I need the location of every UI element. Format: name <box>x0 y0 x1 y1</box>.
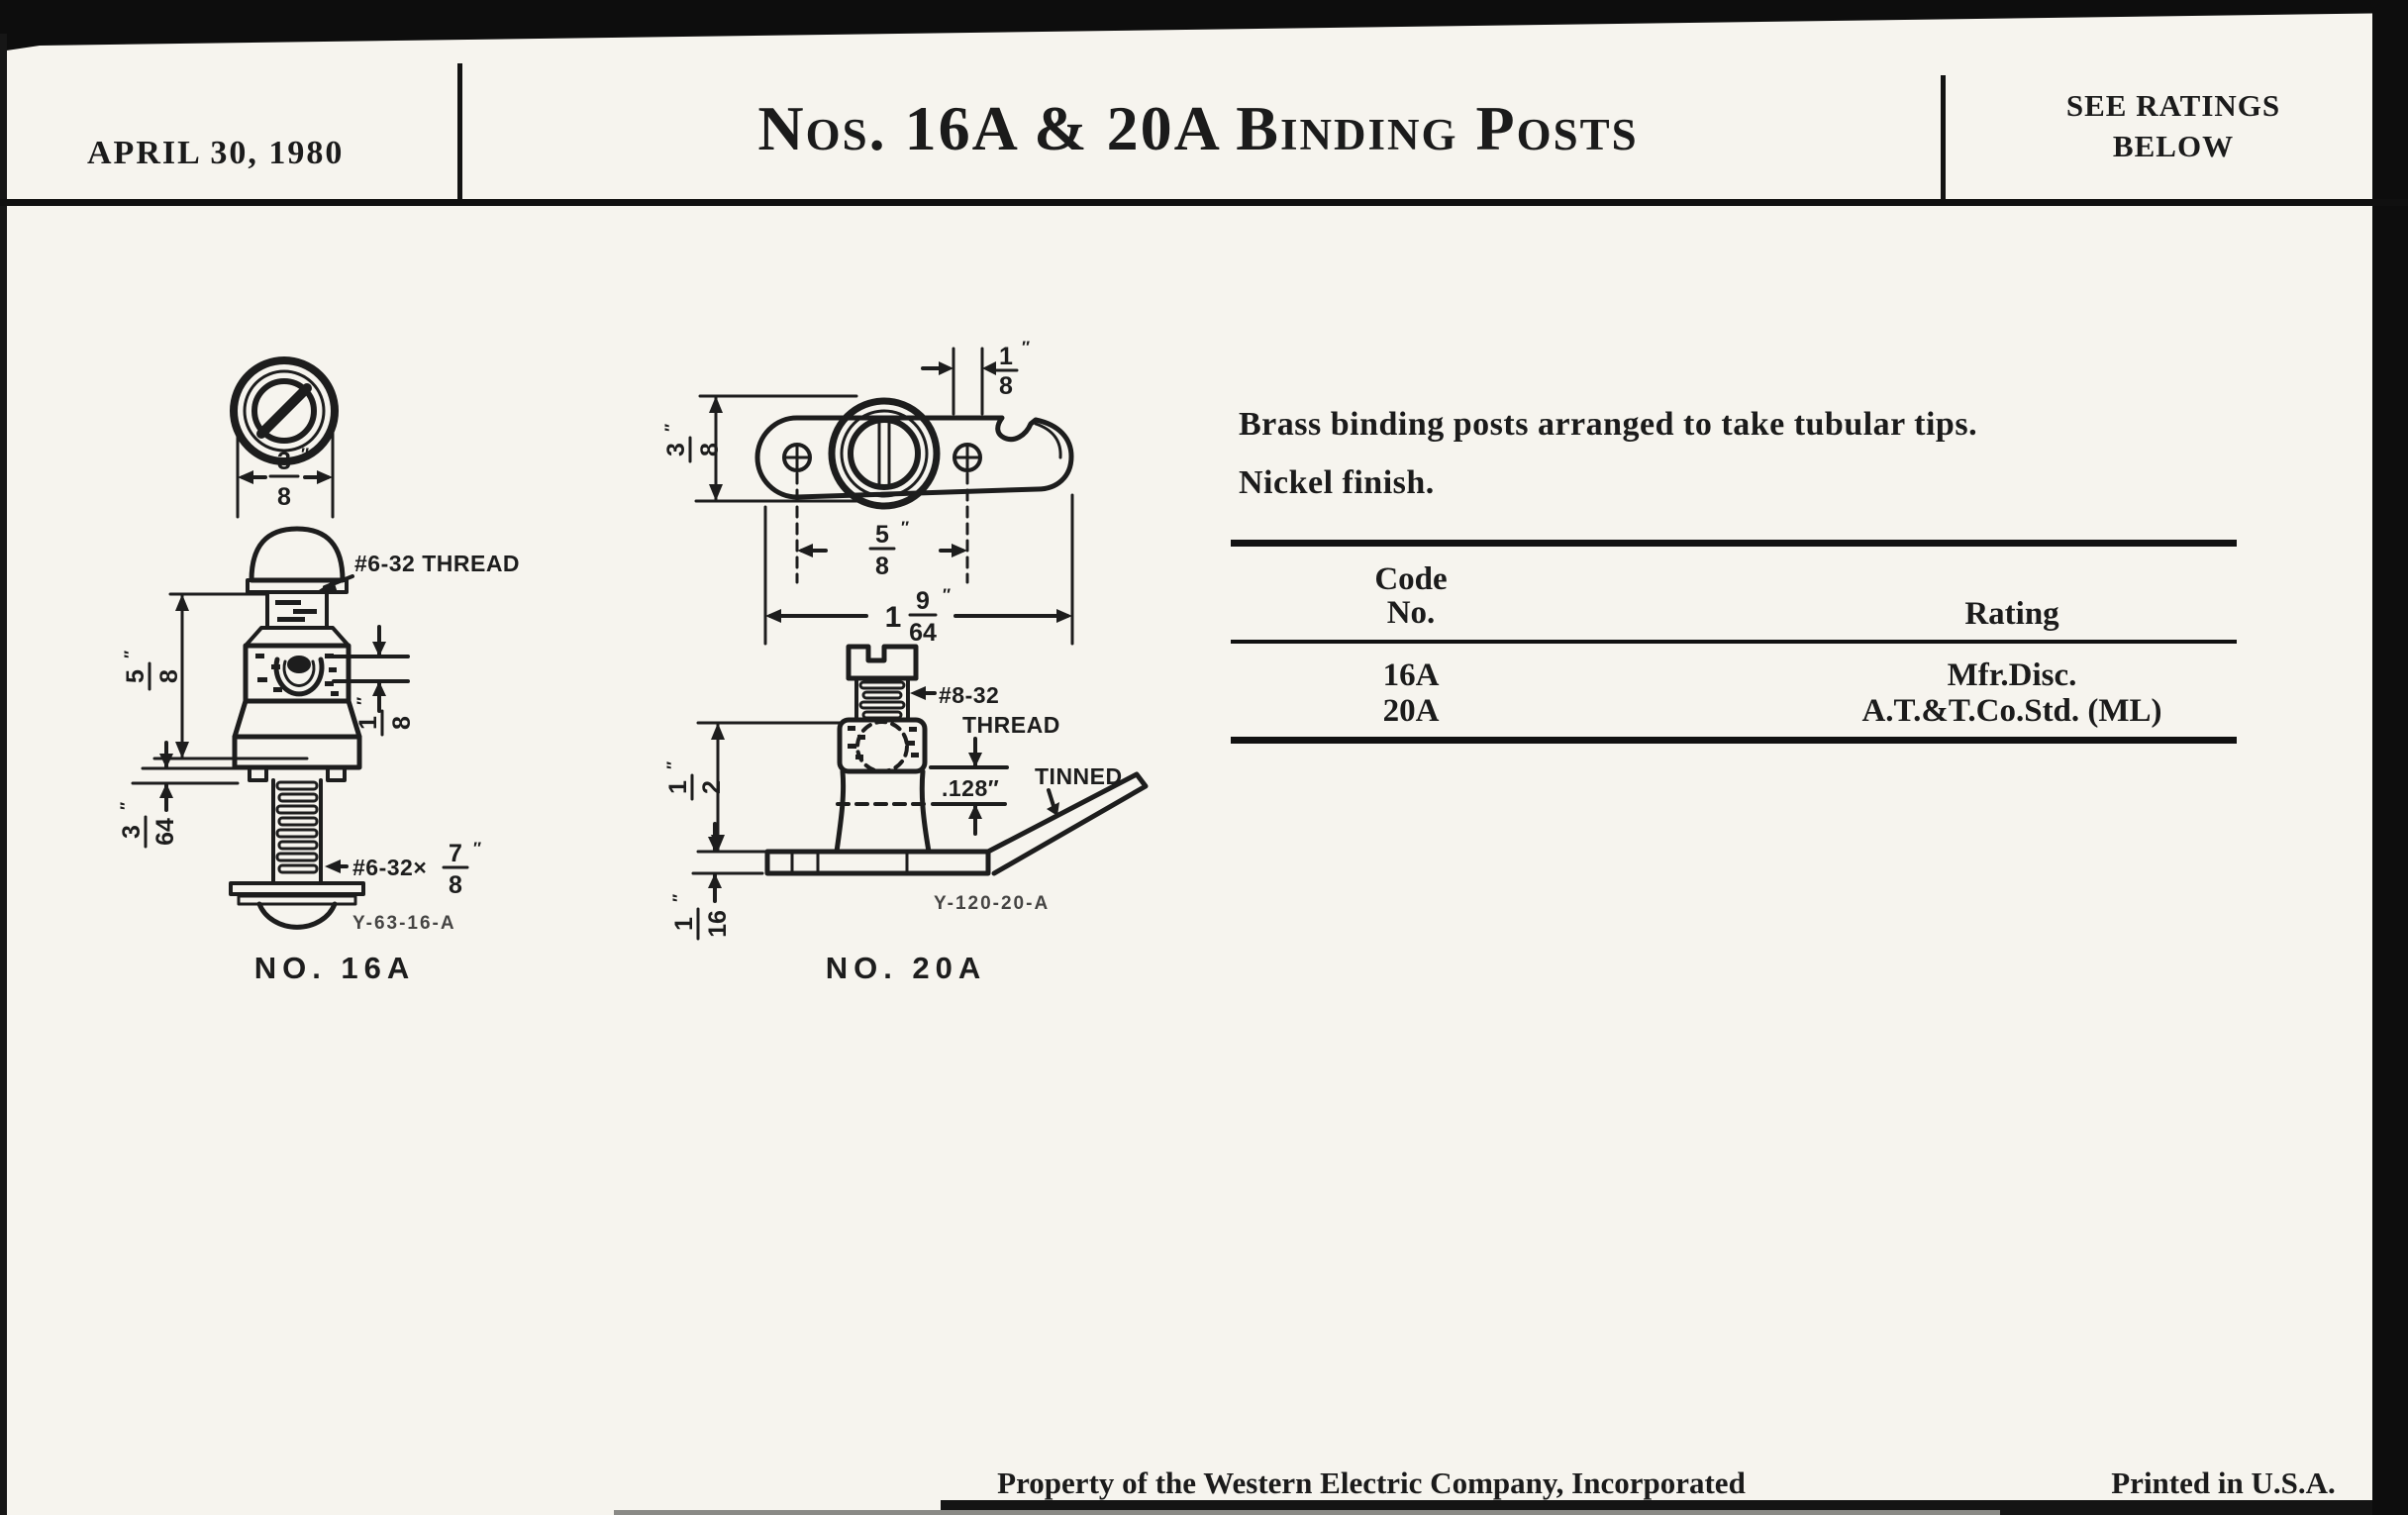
scan-edge-left <box>0 34 7 1515</box>
dim-hole-unit: ″ <box>353 696 372 705</box>
thread-label-text: #6-32 THREAD <box>354 551 521 576</box>
dim-length-unit: ″ <box>943 585 952 604</box>
figure-20a-drawing <box>653 327 1168 1000</box>
dim-width-unit: ″ <box>661 423 680 432</box>
thread20-label-line2: THREAD <box>962 712 1060 738</box>
tinned-label-text: TINNED <box>1035 763 1123 789</box>
scan-edge-right <box>2372 0 2408 1515</box>
table-code-column <box>1307 657 1515 729</box>
footer-property-notice: Property of the Western Electric Company, Incorporated <box>997 1465 1746 1500</box>
table-header-rating: Rating <box>1964 596 2059 632</box>
table-header-code <box>1307 562 1515 630</box>
dim-base-den: 16 <box>704 910 732 938</box>
dim-diameter-den: 8 <box>277 483 291 511</box>
stud-label-den: 8 <box>449 871 462 899</box>
ratings-note <box>1990 85 2357 166</box>
dim-height20-den: 2 <box>698 780 726 794</box>
stud-label-num: 7 <box>449 840 462 867</box>
dim-height20-num: 1 <box>664 780 692 794</box>
thread20-label-line1: #8-32 <box>939 682 1000 708</box>
dim-foot-num: 3 <box>118 825 146 839</box>
issue-date: APRIL 30, 1980 <box>87 135 345 171</box>
dim-length-num: 9 <box>916 587 930 615</box>
fig20a-caption: NO. 20A <box>825 951 987 985</box>
dim-height-den: 8 <box>155 669 183 683</box>
dim-base-unit: ″ <box>669 893 688 902</box>
dim-hook-den: 8 <box>999 372 1013 400</box>
table-rating-column <box>1764 657 2259 729</box>
table-row-rating-16a: Mfr.Disc. <box>1947 657 2077 693</box>
stud-label-prefix: #6-32× <box>352 855 428 880</box>
table-row-code-20a: 20A <box>1382 693 1440 729</box>
dim-diameter-num: 3 <box>277 448 291 475</box>
header-divider-right <box>1941 75 1946 200</box>
ratings-note-line1: SEE RATINGS <box>2065 88 2281 123</box>
dim-hole-spacing-unit: ″ <box>901 518 910 537</box>
fig20a-drawing-number: Y-120-20-A <box>934 893 1051 914</box>
header-rule <box>0 199 2408 206</box>
dim-width-den: 8 <box>696 443 724 456</box>
fig20a-hook-dim <box>923 338 1030 414</box>
dim-hook-unit: ″ <box>1022 338 1031 356</box>
dim-length-den: 64 <box>909 619 937 647</box>
fig16a-caption: NO. 16A <box>253 951 416 985</box>
dim-hole-spacing-num: 5 <box>875 521 889 549</box>
fig20a-length-dim <box>765 495 1072 647</box>
fig20a-thread-label <box>910 682 1060 738</box>
table-row-rating-20a: A.T.&T.Co.Std. (ML) <box>1861 693 2162 729</box>
stud-label-unit: ″ <box>473 839 482 858</box>
fig16a-stud-label <box>325 839 481 899</box>
fig20a-height-dim <box>663 723 842 852</box>
fig16a-thread-label <box>319 551 520 593</box>
table-top-rule <box>1231 540 2237 547</box>
footer-printed-notice: Printed in U.S.A. <box>2111 1465 2336 1500</box>
fig16a-top-view <box>234 360 335 461</box>
fig20a-base-dim <box>669 824 762 939</box>
dim-height20-unit: ″ <box>663 760 682 769</box>
table-header-code-line2: No. <box>1386 595 1436 631</box>
dim-foot-den: 64 <box>151 818 179 846</box>
scan-edge-bottom-gray <box>614 1510 2000 1515</box>
dim-width-num: 3 <box>662 443 690 456</box>
dim-hook-num: 1 <box>999 343 1013 370</box>
fig20a-tip-dim <box>931 739 1007 834</box>
table-header-rule <box>1231 640 2237 644</box>
description-line2: Nickel finish. <box>1239 464 1435 501</box>
dim-hole-den: 8 <box>388 716 416 730</box>
scan-edge-top <box>0 0 2408 59</box>
dim-diameter-unit: ″ <box>301 445 310 463</box>
header-divider-left <box>457 63 462 200</box>
description-line1: Brass binding posts arranged to take tubular tips. <box>1239 406 1978 443</box>
table-row-code-16a: 16A <box>1382 657 1440 693</box>
fig16a-drawing-number: Y-63-16-A <box>352 913 456 934</box>
dim-hole-spacing-den: 8 <box>875 553 889 580</box>
dim-hole-num: 1 <box>354 716 382 730</box>
page-title: Nos. 16A & 20A Binding Posts <box>757 93 1639 163</box>
figure-16a-drawing <box>99 327 574 1000</box>
dim-length-whole: 1 <box>884 601 902 634</box>
table-header-code-line1: Code <box>1374 561 1448 597</box>
fig20a-top-view <box>757 401 1071 506</box>
table-bottom-rule <box>1231 737 2237 744</box>
dim-foot-unit: ″ <box>117 801 136 810</box>
dim-height-unit: ″ <box>121 650 140 658</box>
dim-tip-text: .128″ <box>942 775 1000 801</box>
dim-height-num: 5 <box>122 669 150 683</box>
dim-base-num: 1 <box>670 917 698 931</box>
fig20a-front-view <box>767 647 1146 873</box>
ratings-note-line2: BELOW <box>2112 129 2235 163</box>
